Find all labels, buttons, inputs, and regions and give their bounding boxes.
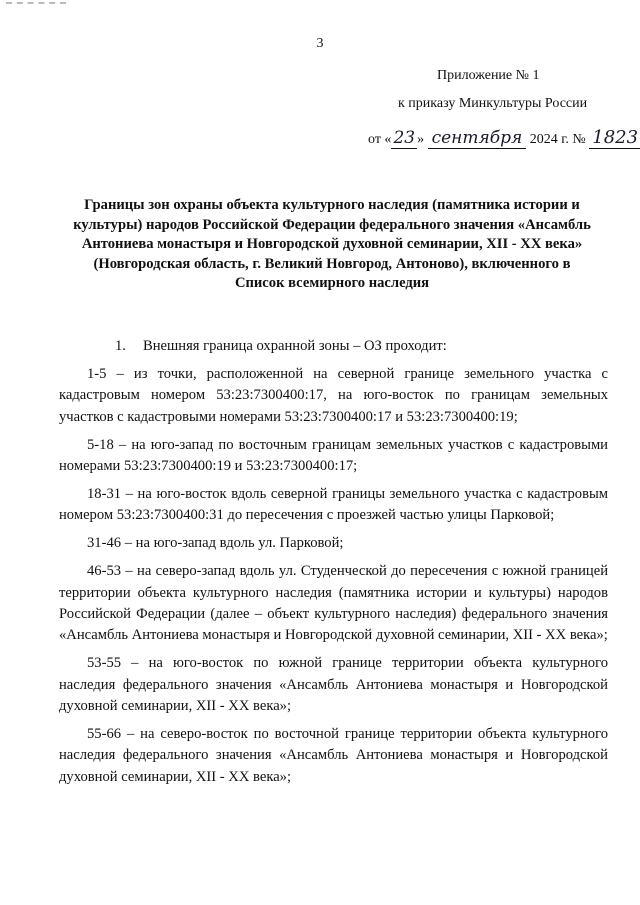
document-body: [59, 336, 608, 795]
boundary-paragraph: 5-18 – на юго-запад по восточным границам земельных участков с кадастровыми номерами 53:23:7300400:19 и 53:23:7300400:17;: [59, 436, 608, 475]
page-number: 3: [316, 36, 324, 51]
boundary-paragraph: 46-53 – на северо-запад вдоль ул. Студенческой до пересечения с южной границей территории объекта культурного наследия (памятника истории и культуры) народов Российской Федерации (далее – объект культурного наследия) федерального значения «Ансамбль Антониева монастыря и Новгородской духовной семинарии, XII - XX века»;: [59, 563, 608, 644]
order-reference: к приказу Минкультуры России: [398, 96, 588, 111]
boundary-paragraph: 53-55 – на юго-восток по южной границе территории объекта культурного наследия федерального значения «Ансамбль Антониева монастыря и Новгородской духовной семинарии, XII - XX века»;: [59, 655, 608, 715]
section-heading-text: Внешняя граница охранной зоны – ОЗ проходит:: [143, 338, 447, 354]
scan-artifact: [6, 2, 66, 6]
boundary-paragraph: 55-66 – на северо-восток по восточной границе территории объекта культурного наследия федерального значения «Ансамбль Антониева монастыря и Новгородской духовной семинарии, XII - XX века»;: [59, 726, 608, 785]
appendix-label: Приложение № 1: [437, 68, 540, 83]
boundary-paragraph: 18-31 – на юго-восток вдоль северной границы земельного участка с кадастровым номером 53:23:7300400:31 до пересечения с проезжей частью улицы Парковой;: [59, 485, 608, 524]
handwritten-order-number: 1823: [589, 127, 640, 149]
boundary-paragraph: 1-5 – из точки, расположенной на северной границе земельного участка с кадастровым номером 53:23:7300400:17, на юго-восток по границам земельных участков с кадастровыми номерами 53:23:7300400:17 и 53:23:7300400:19;: [59, 365, 608, 425]
section-heading: [59, 336, 608, 357]
section-number: 1.: [115, 338, 126, 354]
date-close-quote: »: [417, 132, 425, 147]
document-title: Границы зон охраны объекта культурного наследия (памятника истории и культуры) народов Российской Федерации федерального значения «Ансамбль Антониева монастыря и Новгородской духовной семинарии, XII - XX века» (Новгородская область, г. Великий Новгород, Антоново), включенного в Список всемирного наследия: [73, 197, 591, 292]
boundary-paragraph: 31-46 – на юго-запад вдоль ул. Парковой;: [87, 535, 344, 552]
handwritten-day: 23: [393, 128, 416, 148]
order-date-line: [368, 127, 640, 149]
date-prefix: от «: [368, 132, 392, 147]
handwritten-month: сентября: [428, 128, 527, 149]
date-year: 2024 г. №: [529, 132, 586, 147]
